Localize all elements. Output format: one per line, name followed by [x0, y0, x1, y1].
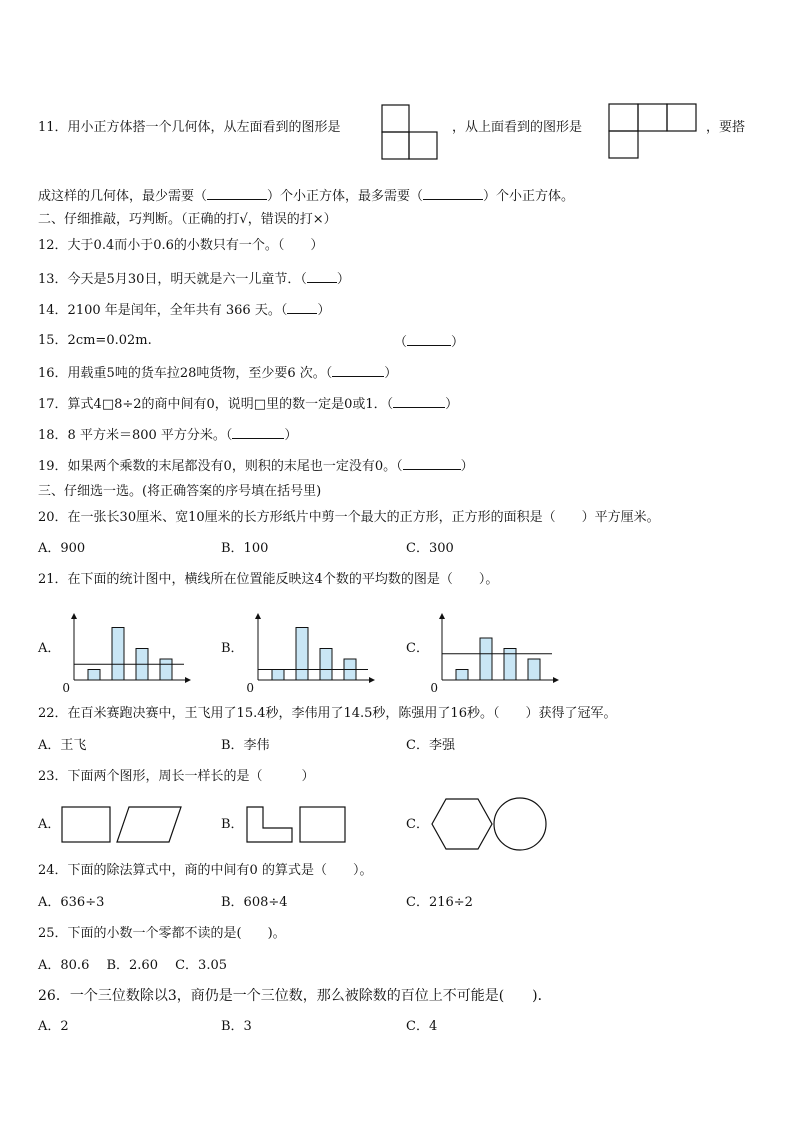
- q21-option-a[interactable]: A．: [38, 641, 61, 656]
- chart-c: [430, 612, 566, 695]
- q19-close: ）: [460, 459, 474, 474]
- q18-text: 18．8 平方米＝800 平方分米。（: [38, 428, 233, 443]
- q13: [38, 270, 350, 288]
- q20-option-b[interactable]: B．100: [221, 541, 269, 556]
- chart-b-x-arrow: [369, 677, 375, 683]
- q18-close: ）: [284, 428, 298, 443]
- q23-option-c[interactable]: C．: [406, 817, 429, 832]
- chart-a: [62, 612, 198, 695]
- l-shape-and-rectangle-figure: [246, 806, 348, 844]
- q22-stem: 22．在百米赛跑决赛中，王飞用了15.4秒，李伟用了14.5秒，陈强用了16秒。（ ）获得了冠军。: [38, 706, 617, 721]
- q23-option-b[interactable]: B．: [221, 817, 244, 832]
- q24-option-a[interactable]: A．636÷3: [38, 895, 105, 910]
- q15-blank[interactable]: [407, 333, 451, 346]
- q20-option-c[interactable]: C．300: [406, 541, 454, 556]
- chart-c-bar: [456, 670, 468, 681]
- q22-option-b[interactable]: B．李伟: [221, 738, 270, 753]
- q18-blank[interactable]: [232, 426, 284, 439]
- q13-close: ）: [336, 272, 350, 287]
- chart-a-bar: [160, 659, 172, 680]
- q16-text: 16．用载重5吨的货车拉28吨货物，至少要6 次。（: [38, 366, 333, 381]
- q11-text-suffix: ，要搭: [706, 120, 746, 135]
- chart-b-y-arrow: [255, 613, 261, 619]
- q12: 12．大于0.4而小于0.6的小数只有一个。（ ）: [38, 238, 324, 253]
- chart-c-origin-label: 0: [430, 681, 438, 695]
- q17: [38, 395, 458, 413]
- q19-text: 19．如果两个乘数的末尾都没有0，则积的末尾也一定没有0。（: [38, 459, 403, 474]
- q14-text: 14．2100 年是闰年，全年共有 366 天。（: [38, 303, 288, 318]
- q16-close: ）: [384, 366, 398, 381]
- chart-c-bar: [480, 638, 492, 680]
- q21-option-b[interactable]: B．: [221, 641, 244, 656]
- q26-option-a[interactable]: A．2: [38, 1019, 69, 1034]
- q11-line2-c: ）个小正方体。: [483, 189, 575, 204]
- q23-stem: 23．下面两个图形，周长一样长的是（ ）: [38, 769, 315, 784]
- section-2-heading: 二、仔细推敲，巧判断。（正确的打√，错误的打×）: [38, 212, 337, 227]
- q20-stem: 20．在一张长30厘米、宽10厘米的长方形纸片中剪一个最大的正方形，正方形的面积是（ ）平方厘米。: [38, 510, 660, 525]
- chart-a-bar: [112, 628, 124, 681]
- q11-line2-a: 成这样的几何体，最少需要（: [38, 189, 208, 204]
- q17-text: 17．算式4□8÷2的商中间有0，说明□里的数一定是0或1．（: [38, 397, 394, 412]
- chart-b-origin-label: 0: [246, 681, 254, 695]
- q13-blank[interactable]: [307, 270, 337, 283]
- q24-option-b[interactable]: B．608÷4: [221, 895, 288, 910]
- q26-option-b[interactable]: B．3: [221, 1019, 252, 1034]
- chart-a-x-arrow: [185, 677, 191, 683]
- q26-stem: 26．一个三位数除以3，商仍是一个三位数，那么被除数的百位上不可能是( )．: [38, 988, 552, 1004]
- chart-c-y-arrow: [439, 613, 445, 619]
- chart-a-origin-label: 0: [62, 681, 70, 695]
- q11-line2: [38, 187, 574, 205]
- q15-answer: [394, 333, 464, 351]
- q20-option-a[interactable]: A．900: [38, 541, 86, 556]
- q26-option-c[interactable]: C．4: [406, 1019, 438, 1034]
- q22-option-c[interactable]: C．李强: [406, 738, 455, 753]
- q14-close: ）: [317, 303, 331, 318]
- q24-stem: 24．下面的除法算式中，商的中间有0 的算式是（ ）。: [38, 863, 373, 878]
- chart-b-bar: [320, 649, 332, 681]
- chart-c-x-arrow: [553, 677, 559, 683]
- q14-blank[interactable]: [287, 301, 317, 314]
- q25-stem: 25．下面的小数一个零都不读的是( )。: [38, 926, 286, 941]
- q17-close: ）: [445, 397, 459, 412]
- chart-c-bar: [528, 659, 540, 680]
- q15: [38, 333, 152, 349]
- q24-option-c[interactable]: C．216÷2: [406, 895, 473, 910]
- q11-text-a: 11．用小正方体搭一个几何体，从左面看到的图形是: [38, 120, 341, 135]
- q14: [38, 301, 330, 319]
- chart-b-bar: [272, 670, 284, 681]
- q11-text-mid: ，从上面看到的图形是: [452, 120, 583, 135]
- q11-line1: [38, 120, 341, 136]
- q15-open: （: [394, 335, 408, 350]
- hexagon-and-circle-figure: [431, 797, 549, 853]
- q16: [38, 364, 397, 382]
- q11-line2-b: ）个小正方体，最多需要（: [267, 189, 424, 204]
- chart-a-bar: [88, 670, 100, 681]
- q21-stem: 21．在下面的统计图中，横线所在位置能反映这4个数的平均数的图是（ ）。: [38, 572, 499, 587]
- chart-b-bar: [296, 628, 308, 681]
- top-view-figure: [608, 103, 698, 159]
- q17-blank[interactable]: [393, 395, 445, 408]
- rectangle-and-parallelogram-figure: [61, 806, 185, 844]
- q19: [38, 457, 474, 475]
- chart-c-bar: [504, 649, 516, 681]
- section-3-heading: 三、仔细选一选。(将正确答案的序号填在括号里): [38, 484, 322, 499]
- q16-blank[interactable]: [332, 364, 384, 377]
- q15-text: 15．2cm=0.02m.: [38, 333, 152, 348]
- left-view-figure: [381, 104, 441, 160]
- chart-a-y-arrow: [71, 613, 77, 619]
- q18: [38, 426, 297, 444]
- q19-blank[interactable]: [403, 457, 461, 470]
- q23-option-a[interactable]: A．: [38, 817, 61, 832]
- q21-option-c[interactable]: C．: [406, 641, 429, 656]
- max-cubes-blank[interactable]: [423, 187, 483, 200]
- q22-option-a[interactable]: A．王飞: [38, 738, 87, 753]
- q25-options[interactable]: A．80.6 B．2.60 C．3.05: [38, 958, 227, 973]
- q13-text: 13．今天是5月30日，明天就是六一儿童节．（: [38, 272, 307, 287]
- min-cubes-blank[interactable]: [207, 187, 267, 200]
- q15-close: ）: [451, 335, 465, 350]
- chart-b: [246, 612, 382, 695]
